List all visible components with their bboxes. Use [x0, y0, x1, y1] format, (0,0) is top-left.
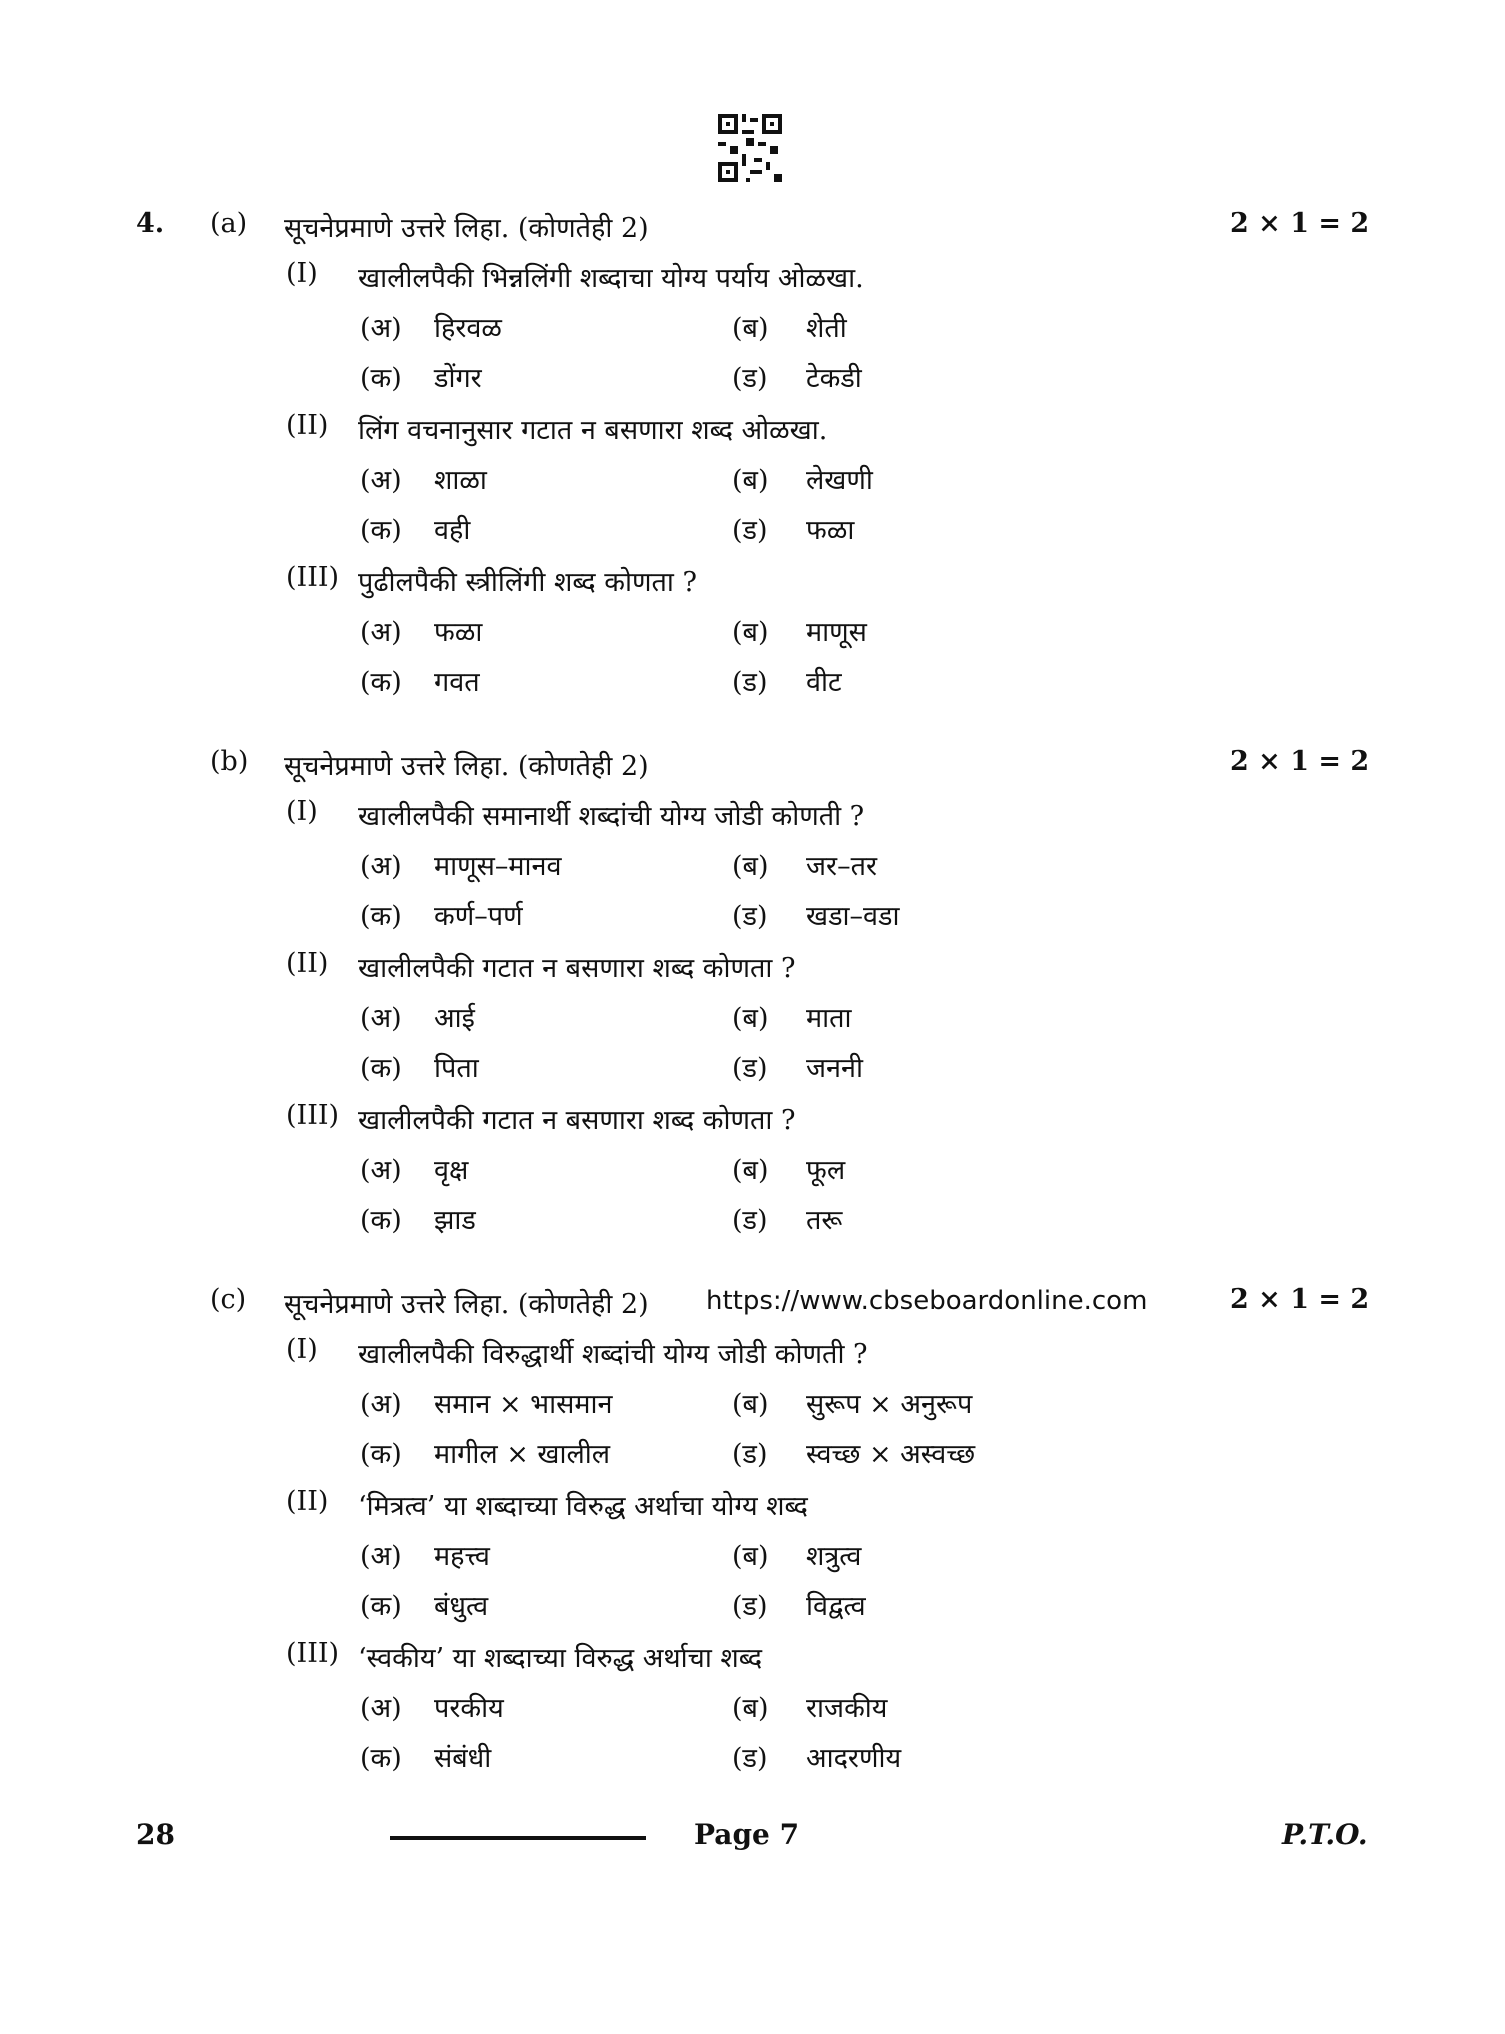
option-label: (ब) [732, 1389, 769, 1420]
option-label: (ब) [732, 465, 769, 496]
part-c-sub-3-label: (III) [286, 1638, 340, 1669]
option-label: (ब) [732, 1003, 769, 1034]
option-label: (क) [360, 667, 402, 698]
option-label: (अ) [360, 1155, 402, 1186]
part-a-sub-3-label: (III) [286, 562, 340, 593]
option-label: (ड) [732, 363, 768, 394]
option-text: माणूस–मानव [434, 851, 562, 882]
option-text: स्वच्छ × अस्वच्छ [806, 1439, 976, 1470]
option-text: डोंगर [434, 363, 482, 394]
option-text: आदरणीय [806, 1743, 902, 1774]
option-label: (अ) [360, 851, 402, 882]
option-label: (ब) [732, 313, 769, 344]
part-c-label: (c) [210, 1284, 247, 1315]
option-label: (क) [360, 515, 402, 546]
option-text: परकीय [434, 1693, 504, 1724]
part-c-sub-1-stem: खालीलपैकी विरुद्धार्थी शब्दांची योग्य जोडी कोणती ? [358, 1339, 868, 1370]
part-a-sub-1-label: (I) [286, 258, 318, 289]
option-label: (ब) [732, 1155, 769, 1186]
option-text: गवत [434, 667, 480, 698]
part-b-sub-3-label: (III) [286, 1100, 340, 1131]
part-a-label: (a) [210, 208, 248, 239]
option-label: (ब) [732, 1693, 769, 1724]
option-text: बंधुत्व [434, 1591, 489, 1622]
option-text: वीट [806, 667, 842, 698]
option-label: (क) [360, 1591, 402, 1622]
part-c-sub-2-label: (II) [286, 1486, 329, 1517]
part-b-sub-1-stem: खालीलपैकी समानार्थी शब्दांची योग्य जोडी कोणती ? [358, 801, 865, 832]
option-text: माता [806, 1003, 852, 1034]
option-text: आई [434, 1003, 475, 1034]
page-number: Page 7 [694, 1818, 800, 1851]
part-a-sub-3-stem: पुढीलपैकी स्त्रीलिंगी शब्द कोणता ? [358, 567, 697, 598]
part-a-sub-1-stem: खालीलपैकी भिन्नलिंगी शब्दाचा योग्य पर्याय ओळखा. [358, 263, 864, 294]
option-label: (ड) [732, 1053, 768, 1084]
part-b-instruction: सूचनेप्रमाणे उत्तरे लिहा. (कोणतेही 2) [284, 751, 649, 782]
option-text: मागील × खालील [434, 1439, 611, 1470]
option-text: महत्त्व [434, 1541, 490, 1572]
option-text: जननी [806, 1053, 863, 1084]
part-c-sub-1-label: (I) [286, 1334, 318, 1365]
part-a-instruction: सूचनेप्रमाणे उत्तरे लिहा. (कोणतेही 2) [284, 213, 649, 244]
option-text: लेखणी [806, 465, 873, 496]
option-label: (अ) [360, 465, 402, 496]
option-label: (अ) [360, 617, 402, 648]
part-b-sub-1-label: (I) [286, 796, 318, 827]
option-label: (ब) [732, 1541, 769, 1572]
footer-code: 28 [136, 1818, 175, 1851]
option-label: (ब) [732, 851, 769, 882]
option-text: संबंधी [434, 1743, 492, 1774]
qr-code [718, 114, 782, 182]
part-b-sub-2-stem: खालीलपैकी गटात न बसणारा शब्द कोणता ? [358, 953, 796, 984]
option-text: झाड [434, 1205, 476, 1236]
option-text: समान × भासमान [434, 1389, 613, 1420]
pto-label: P.T.O. [1282, 1818, 1368, 1851]
option-label: (क) [360, 1743, 402, 1774]
option-label: (ड) [732, 1439, 768, 1470]
option-label: (अ) [360, 1693, 402, 1724]
part-b-sub-3-stem: खालीलपैकी गटात न बसणारा शब्द कोणता ? [358, 1105, 796, 1136]
option-text: फूल [806, 1155, 846, 1186]
watermark-url[interactable]: https://www.cbseboardonline.com [706, 1286, 1148, 1316]
option-text: हिरवळ [434, 313, 502, 344]
option-label: (अ) [360, 1389, 402, 1420]
part-a-sub-2-stem: लिंग वचनानुसार गटात न बसणारा शब्द ओळखा. [358, 415, 828, 446]
option-text: कर्ण–पर्ण [434, 901, 523, 932]
part-b-label: (b) [210, 746, 249, 777]
part-a-marks: 2 × 1 = 2 [1230, 208, 1370, 239]
question-number: 4. [136, 208, 165, 239]
option-label: (अ) [360, 1541, 402, 1572]
option-label: (ड) [732, 515, 768, 546]
option-label: (ड) [732, 1591, 768, 1622]
part-b-sub-2-label: (II) [286, 948, 329, 979]
option-text: शत्रुत्व [806, 1541, 862, 1572]
option-label: (ब) [732, 617, 769, 648]
part-c-instruction: सूचनेप्रमाणे उत्तरे लिहा. (कोणतेही 2) [284, 1289, 649, 1320]
option-text: टेकडी [806, 363, 862, 394]
option-label: (ड) [732, 1205, 768, 1236]
option-label: (क) [360, 1439, 402, 1470]
option-label: (क) [360, 1205, 402, 1236]
part-c-marks: 2 × 1 = 2 [1230, 1284, 1370, 1315]
option-text: जर–तर [806, 851, 878, 882]
option-text: राजकीय [806, 1693, 888, 1724]
part-b-marks: 2 × 1 = 2 [1230, 746, 1370, 777]
option-text: खडा–वडा [806, 901, 900, 932]
part-c-sub-3-stem: ‘स्वकीय’ या शब्दाच्या विरुद्ध अर्थाचा शब्द [358, 1643, 763, 1674]
option-text: पिता [434, 1053, 479, 1084]
option-label: (ड) [732, 1743, 768, 1774]
option-text: शेती [806, 313, 847, 344]
option-text: वृक्ष [434, 1155, 469, 1186]
option-text: सुरूप × अनुरूप [806, 1389, 973, 1420]
part-c-sub-2-stem: ‘मित्रत्व’ या शब्दाच्या विरुद्ध अर्थाचा योग्य शब्द [358, 1491, 808, 1522]
option-label: (क) [360, 1053, 402, 1084]
option-label: (ड) [732, 667, 768, 698]
option-label: (क) [360, 901, 402, 932]
option-label: (ड) [732, 901, 768, 932]
part-a-sub-2-label: (II) [286, 410, 329, 441]
option-text: तरू [806, 1205, 843, 1236]
option-label: (अ) [360, 1003, 402, 1034]
option-text: शाळा [434, 465, 487, 496]
option-text: विद्वत्व [806, 1591, 866, 1622]
option-text: माणूस [806, 617, 867, 648]
option-label: (अ) [360, 313, 402, 344]
footer-rule [390, 1836, 646, 1840]
option-label: (क) [360, 363, 402, 394]
option-text: फळा [806, 515, 855, 546]
option-text: वही [434, 515, 471, 546]
option-text: फळा [434, 617, 483, 648]
